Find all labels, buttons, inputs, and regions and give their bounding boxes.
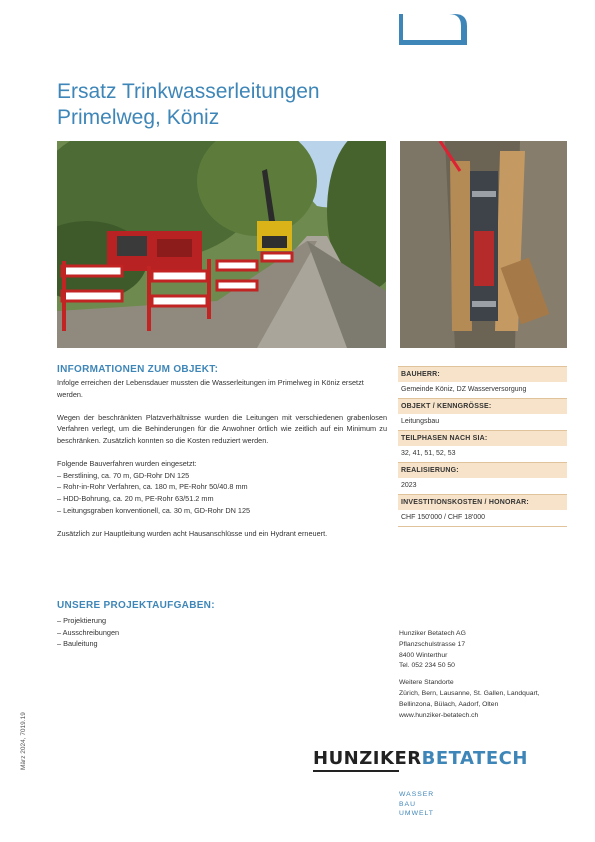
info-heading: INFORMATIONEN ZUM OBJEKT:	[57, 364, 219, 375]
fact-value: 2023	[401, 482, 417, 489]
fact-value: Leitungsbau	[401, 418, 440, 425]
tasks-heading: UNSERE PROJEKTAUFGABEN:	[57, 600, 215, 611]
locations-line: Zürich, Bern, Lausanne, St. Gallen, Landquart,	[399, 689, 540, 697]
list-item: – Rohr-in-Rohr Verfahren, ca. 180 m, PE-Rohr 50/40.8 mm	[57, 482, 248, 492]
fact-value: 32, 41, 51, 52, 53	[401, 450, 456, 457]
company-name: Hunziker Betatech AG	[399, 630, 466, 637]
document-date: März 2024, 7019.19	[20, 712, 27, 770]
info-paragraph-1: Infolge erreichen der Lebensdauer mussten die Wasserleitungen im Primelweg in Köniz ersetzt werden.	[57, 378, 364, 399]
construction-site-photo	[57, 141, 386, 348]
list-item: – Ausschreibungen	[57, 627, 120, 637]
company-city: 8400 Winterthur	[399, 651, 448, 659]
method-list-intro: Folgende Bauverfahren wurden eingesetzt:	[57, 459, 197, 469]
fact-label: OBJEKT / KENNGRÖSSE:	[398, 398, 567, 414]
tagline-word: UMWELT	[399, 810, 434, 817]
logo-part-1: HUNZIKER	[313, 748, 422, 769]
project-facts	[398, 366, 567, 527]
tagline	[399, 790, 434, 819]
list-item: – Projektierung	[57, 616, 107, 625]
company-website[interactable]: www.hunziker-betatech.ch	[399, 711, 479, 719]
list-item: – Bauleitung	[57, 639, 98, 649]
company-contact	[399, 629, 574, 721]
logo-part-2: BETATECH	[421, 748, 528, 769]
title-line-1: Ersatz Trinkwasserleitungen	[57, 80, 320, 103]
company-street: Pflanzschulstrasse 17	[399, 640, 466, 648]
tagline-word: BAU	[399, 800, 416, 808]
fact-value: CHF 150'000 / CHF 18'000	[398, 510, 567, 527]
tagline-word: WASSER	[399, 791, 435, 798]
fact-label: BAUHERR:	[398, 366, 567, 382]
page-title	[57, 79, 477, 131]
company-phone: Tel. 052 234 50 50	[399, 662, 455, 670]
info-paragraph-2: Wegen der beschränkten Platzverhältnisse wurden die Leitungen mit verschiedenen grabenlosen Verfahren verlegt, um die Behinderungen für die Anwohner örtlich wie zeitlich auf ein Minimum zu beschränken. Zusätzlich konnten so die Kosten reduziert werden.	[57, 412, 387, 445]
fact-value: Gemeinde Köniz, DZ Wasserversorgung	[401, 386, 527, 393]
company-logo	[313, 748, 528, 770]
list-item: – Berstlining, ca. 70 m, GD-Rohr DN 125	[57, 470, 190, 480]
list-item: – HDD-Bohrung, ca. 20 m, PE-Rohr 63/51.2 mm	[57, 493, 214, 503]
fact-label: REALISIERUNG:	[398, 462, 567, 478]
info-body	[57, 377, 387, 551]
corner-logo-mark	[399, 14, 467, 45]
trench-photo	[400, 141, 567, 348]
method-list	[57, 470, 387, 516]
fact-label: INVESTITIONSKOSTEN / HONORAR:	[398, 494, 567, 510]
trench-illustration	[400, 141, 567, 348]
logo-underline	[313, 770, 399, 772]
locations-line: Bellinzona, Bülach, Aadorf, Olten	[399, 700, 499, 708]
list-item: – Leitungsgraben konventionell, ca. 30 m, GD-Rohr DN 125	[57, 505, 251, 515]
info-paragraph-3: Zusätzlich zur Hauptleitung wurden acht Hausanschlüsse und ein Hydrant erneuert.	[57, 528, 328, 538]
tasks-list	[57, 615, 387, 650]
fact-label: TEILPHASEN NACH SIA:	[398, 430, 567, 446]
street-scene-illustration	[57, 141, 386, 348]
locations-heading: Weitere Standorte	[399, 679, 454, 687]
title-line-2: Primelweg, Köniz	[57, 106, 220, 129]
